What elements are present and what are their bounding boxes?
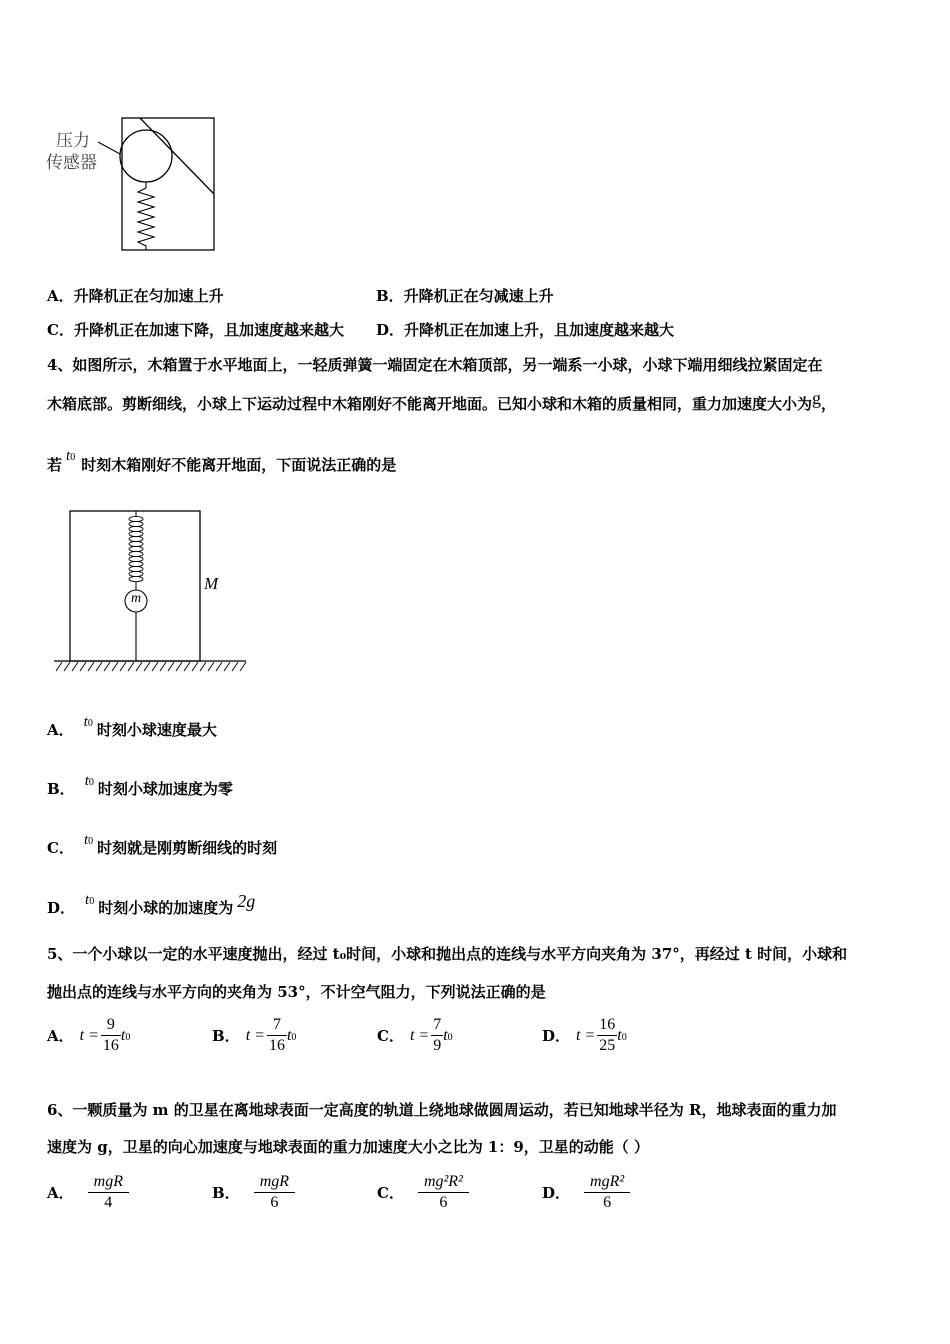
- q4-option-b-t0: [85, 773, 94, 789]
- q4-line3: [47, 448, 397, 478]
- q6-option-label: C．: [377, 1184, 404, 1202]
- q4-option-b-t0-var: t: [84, 773, 89, 789]
- q4-option-c-t0: [84, 832, 93, 848]
- q6-option-fraction: [584, 1172, 630, 1213]
- q6-line1: 6、一颗质量为 m 的卫星在离地球表面一定高度的轨道上绕地球做圆周运动，若已知地球半径为 R，地球表面的重力加: [47, 1101, 837, 1119]
- q5-option-fraction: [431, 1015, 443, 1056]
- q4-option-c-t0-sub: 0: [88, 836, 94, 847]
- q5-option-fraction: [267, 1015, 287, 1056]
- q5-option-den: 16: [268, 1037, 285, 1054]
- q5-option-label: D．: [542, 1027, 571, 1045]
- q6-option-den: 6: [254, 1192, 295, 1213]
- q3-option-a: A．升降机正在匀加速上升: [47, 287, 224, 305]
- q4-option-d-t0-var: t: [85, 892, 90, 908]
- q4-option-d-text: 时刻小球的加速度为: [98, 899, 234, 917]
- q5-option-t0-sub: 0: [621, 1031, 627, 1043]
- q5-option-num: 16: [599, 1016, 616, 1033]
- sensor-label-line1: 压力: [56, 131, 90, 151]
- q5-option-t0: [121, 1027, 130, 1044]
- q6-option-den: 6: [584, 1192, 630, 1213]
- q6-option-b: [212, 1172, 295, 1213]
- q6-option-fraction: [418, 1172, 469, 1213]
- q4-option-d-label: D．: [47, 899, 76, 917]
- q5-option-d: [542, 1015, 627, 1056]
- q4-option-c: [47, 832, 278, 861]
- q4-line1: 4、如图所示，木箱置于水平地面上，一轻质弹簧一端固定在木箱顶部，另一端系一小球，小球下端用细线拉紧固定在: [47, 356, 823, 374]
- q5-option-lhs: t =: [245, 1026, 265, 1044]
- q4-line2: [47, 388, 837, 414]
- q6-option-num: mgR²: [590, 1173, 625, 1190]
- q6-option-a: [47, 1172, 129, 1213]
- q4-option-d-t0-sub: 0: [89, 896, 95, 907]
- q4-option-a: [47, 714, 217, 743]
- q5-option-den: 25: [599, 1037, 616, 1054]
- q4-option-d-t0: [85, 892, 94, 908]
- q5-option-lhs: t =: [576, 1026, 596, 1044]
- q5-option-num: 7: [272, 1016, 281, 1033]
- q6-option-label: B．: [212, 1184, 240, 1202]
- q5-option-fraction: [597, 1015, 617, 1056]
- q4-option-c-label: C．: [47, 839, 74, 857]
- q4-option-a-t0: [84, 714, 93, 730]
- sensor-label-line2: 传感器: [46, 153, 97, 173]
- q5-option-b: [212, 1015, 296, 1056]
- q4-option-b-label: B．: [47, 780, 75, 798]
- q3-option-b: B．升降机正在匀减速上升: [376, 287, 554, 305]
- q4-option-a-label: A．: [47, 721, 74, 739]
- q4-t0-symbol: [66, 448, 75, 464]
- q5-option-t0-sub: 0: [125, 1031, 131, 1043]
- q5-option-label: C．: [377, 1027, 404, 1045]
- q5-option-a: [47, 1015, 130, 1056]
- q4-line2-text: 木箱底部。剪断细线，小球上下运动过程中木箱刚好不能离开地面。已知小球和木箱的质量相同，重力加速度大小为: [47, 395, 813, 413]
- q5-option-num: 7: [433, 1016, 442, 1033]
- q5-option-t0-var: t: [443, 1026, 448, 1044]
- q5-option-t0-sub: 0: [447, 1031, 453, 1043]
- q4-option-a-t0-sub: 0: [87, 718, 93, 729]
- q5-option-t0-sub: 0: [291, 1031, 297, 1043]
- q6-option-d: [542, 1172, 630, 1213]
- q4-line3-post: 时刻木箱刚好不能离开地面，下面说法正确的是: [81, 456, 397, 474]
- q5-option-lhs: t =: [409, 1026, 430, 1044]
- q4-g-symbol: g: [812, 388, 822, 408]
- q4-t0-sub: 0: [70, 452, 76, 463]
- box-label: M: [204, 574, 219, 593]
- q3-option-d: D．升降机正在加速上升，且加速度越来越大: [376, 321, 675, 339]
- q5-option-fraction: [101, 1015, 121, 1056]
- q5-option-den: 16: [102, 1037, 119, 1054]
- q6-option-fraction: [88, 1172, 129, 1213]
- box-spring-diagram: [48, 505, 258, 680]
- q4-comma: ，: [821, 395, 837, 413]
- q4-option-b-text: 时刻小球加速度为零: [97, 780, 233, 798]
- q5-option-lhs: t =: [79, 1026, 99, 1044]
- q4-option-b: [47, 773, 233, 802]
- q6-option-num: mgR: [259, 1173, 290, 1190]
- q6-option-den: 4: [88, 1192, 129, 1213]
- q5-option-num: 9: [106, 1016, 115, 1033]
- q6-option-label: A．: [47, 1184, 74, 1202]
- q6-option-label: D．: [542, 1184, 571, 1202]
- ball-label: m: [131, 591, 142, 606]
- q5-option-t0-var: t: [286, 1026, 292, 1044]
- q5-line1: 5、一个小球以一定的水平速度抛出，经过 t₀时间，小球和抛出点的连线与水平方向夹角为 37°，再经过 t 时间，小球和: [47, 945, 848, 963]
- q5-option-t0-var: t: [120, 1026, 126, 1044]
- q6-option-fraction: [254, 1172, 295, 1213]
- q4-t0-var: t: [66, 448, 71, 464]
- q5-option-c: [377, 1015, 453, 1056]
- q4-line3-pre: 若: [47, 456, 63, 474]
- q5-option-t0: [287, 1027, 296, 1044]
- q5-option-t0-var: t: [617, 1026, 622, 1044]
- q5-option-label: A．: [47, 1027, 74, 1045]
- q4-option-c-text: 时刻就是刚剪断细线的时刻: [97, 839, 278, 857]
- q6-option-den: 6: [418, 1192, 469, 1213]
- q5-option-label: B．: [212, 1027, 240, 1045]
- q6-option-c: [377, 1172, 469, 1213]
- q4-option-d: [47, 891, 256, 921]
- q5-line2: 抛出点的连线与水平方向的夹角为 53°，不计空气阻力，下列说法正确的是: [47, 983, 546, 1001]
- q3-option-c: C．升降机正在加速下降，且加速度越来越大: [47, 321, 344, 339]
- q4-option-a-t0-var: t: [83, 714, 88, 730]
- q4-option-d-value: 2g: [237, 891, 256, 911]
- q5-option-t0: [617, 1027, 626, 1044]
- q6-line2: 速度为 g，卫星的向心加速度与地球表面的重力加速度大小之比为 1：9，卫星的动能（ ）: [47, 1138, 650, 1156]
- q4-option-c-t0-var: t: [83, 832, 89, 848]
- q4-option-b-t0-sub: 0: [88, 777, 94, 788]
- q6-option-num: mgR: [93, 1173, 123, 1190]
- q4-option-a-text: 时刻小球速度最大: [96, 721, 217, 739]
- q5-option-t0: [443, 1027, 452, 1044]
- q6-option-num: mg²R²: [423, 1173, 463, 1190]
- q5-option-den: 9: [433, 1037, 442, 1054]
